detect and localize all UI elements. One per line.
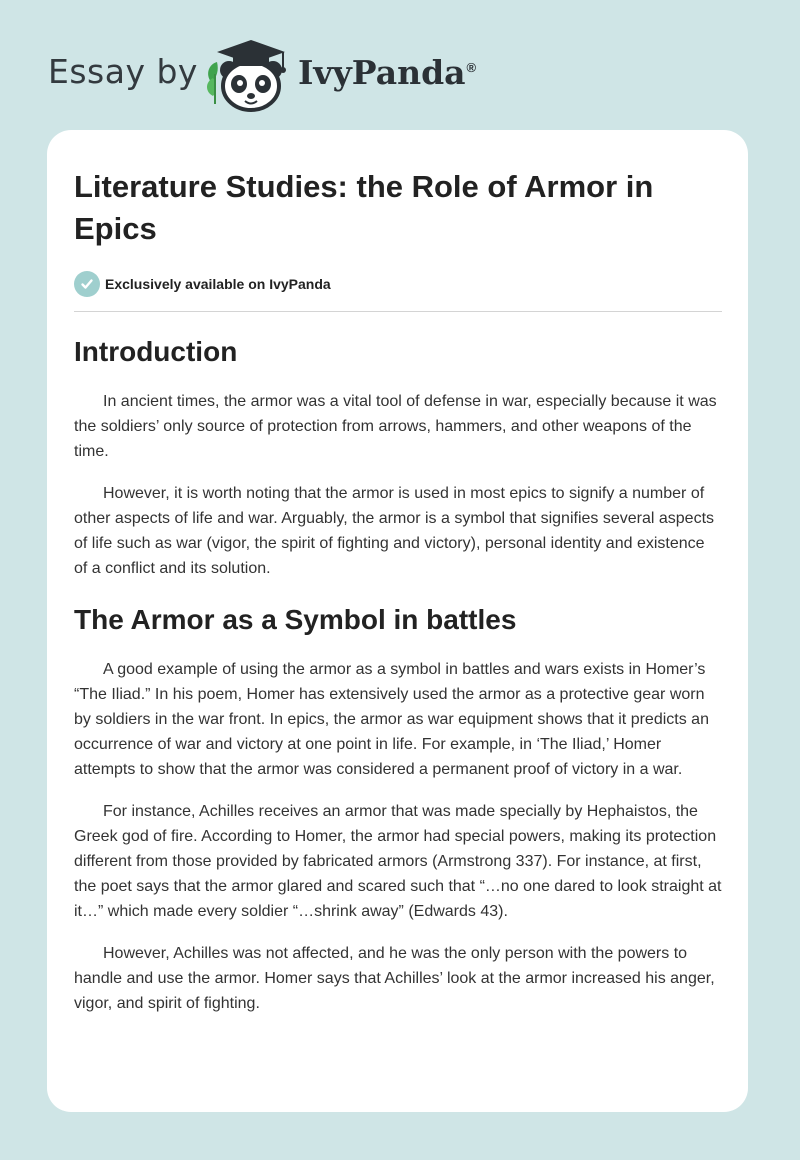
- exclusive-notice: [74, 270, 722, 298]
- essay-card: [47, 130, 748, 1112]
- panda-graduation-cap-icon: [203, 34, 299, 114]
- paragraph: A good example of using the armor as a symbol in battles and wars exists in Homer’s “The Iliad.” In his poem, Homer has extensively used the armor as a protective gear worn by soldiers in the war front. In epics, the armor as war equipment shows that it predicts an occurrence of war and victory at one point in life. For example, in ‘The Iliad,’ Homer attempts to show that the armor was considered a permanent proof of victory in a war.: [74, 661, 709, 778]
- page-title: Literature Studies: the Role of Armor in Epics: [74, 169, 654, 246]
- divider: [74, 311, 722, 312]
- section-heading-armor-symbol: The Armor as a Symbol in battles: [74, 604, 517, 635]
- site-header: [48, 30, 548, 110]
- paragraph: However, Achilles was not affected, and he was the only person with the powers to handle and use the armor. Homer says that Achilles’ look at the armor increased his anger, vigor, and spirit of fighting.: [74, 945, 715, 1012]
- registered-mark: ®: [466, 60, 477, 75]
- exclusive-label: Exclusively available on IvyPanda: [105, 276, 331, 292]
- paragraph: For instance, Achilles receives an armor that was made specially by Hephaistos, the Greek god of fire. According to Homer, the armor had special powers, making its protection different from those provided by fabricated armors (Armstrong 337). For instance, at first, the poet says that the armor glared and scared such that “…no one dared to look straight at it…” which made every soldier “…shrink away” (Edwards 43).: [74, 803, 722, 920]
- essay-by-label: Essay by: [48, 52, 198, 91]
- brand-name: IvyPanda®: [298, 53, 477, 92]
- paragraph: In ancient times, the armor was a vital tool of defense in war, especially because it was the soldiers’ only source of protection from arrows, hammers, and other weapons of the time.: [74, 393, 717, 460]
- essay-content: [74, 166, 722, 1016]
- check-icon: [74, 271, 100, 297]
- section-heading-introduction: Introduction: [74, 336, 238, 367]
- paragraph: However, it is worth noting that the armor is used in most epics to signify a number of other aspects of life and war. Arguably, the armor is a symbol that signifies several aspects of life such as war (vigor, the spirit of fighting and victory), personal identity and existence of a conflict and its solution.: [74, 485, 715, 577]
